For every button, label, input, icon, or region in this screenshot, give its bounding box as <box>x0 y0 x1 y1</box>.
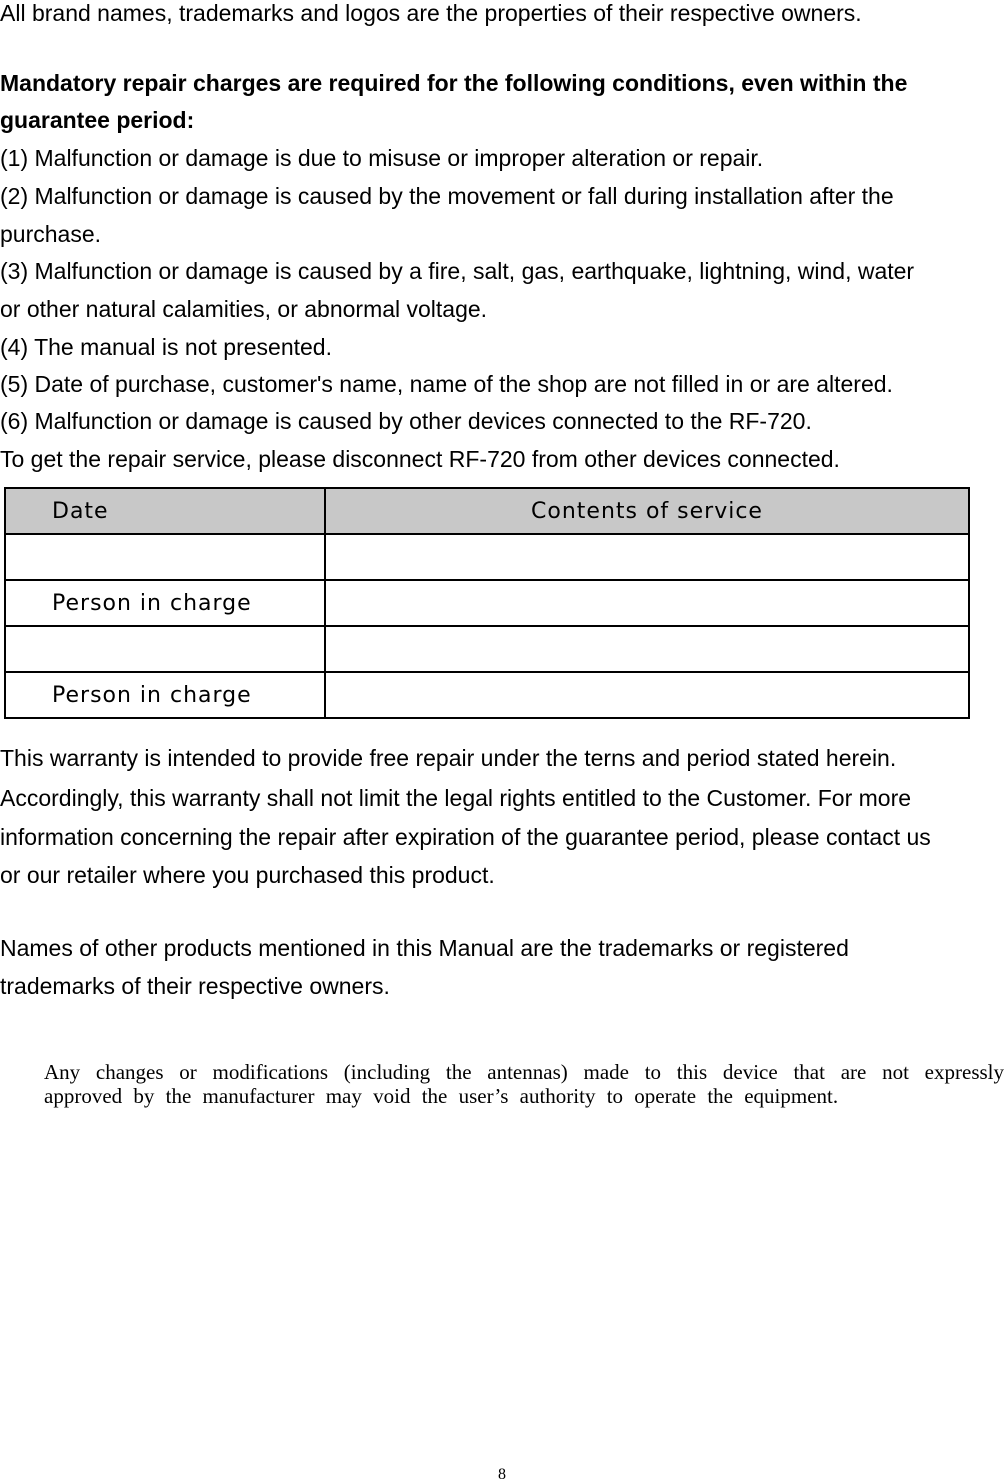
table-cell: Person in charge <box>5 672 325 718</box>
condition-2-line2: purchase. <box>0 221 102 247</box>
condition-2-line1: (2) Malfunction or damage is caused by the movement or fall during installation after the <box>0 183 894 209</box>
table-header-row <box>5 488 969 534</box>
warranty-line1: This warranty is intended to provide free repair under the terns and period stated herein. <box>0 745 897 771</box>
trademark-notice: All brand names, trademarks and logos are the properties of their respective owners. <box>0 0 862 26</box>
condition-6: (6) Malfunction or damage is caused by other devices connected to the RF-720. <box>0 408 812 434</box>
repair-heading-line1: Mandatory repair charges are required for the following conditions, even within the <box>0 70 908 96</box>
table-row <box>5 580 969 626</box>
repair-heading-line2: guarantee period: <box>0 107 195 133</box>
table-cell <box>5 534 325 580</box>
condition-4: (4) The manual is not presented. <box>0 334 332 360</box>
condition-1: (1) Malfunction or damage is due to misuse or improper alteration or repair. <box>0 145 764 171</box>
table-cell <box>325 672 969 718</box>
table-cell <box>325 626 969 672</box>
table-cell <box>5 626 325 672</box>
fcc-notice: Any changes or modifications (including the antennas) made to this device that are not expressly approved by the manufacturer may void the user’s authority to operate the equipment. <box>44 1060 1004 1108</box>
table-cell: Person in charge <box>5 580 325 626</box>
table-row <box>5 626 969 672</box>
table-cell <box>325 580 969 626</box>
table-row <box>5 534 969 580</box>
table-cell <box>325 534 969 580</box>
service-record-table <box>4 487 970 719</box>
repair-note: To get the repair service, please disconnect RF-720 from other devices connected. <box>0 446 840 472</box>
table-row <box>5 672 969 718</box>
condition-5: (5) Date of purchase, customer's name, name of the shop are not filled in or are altered. <box>0 371 893 397</box>
trademarks-line1: Names of other products mentioned in this Manual are the trademarks or registered <box>0 935 849 961</box>
condition-3-line2: or other natural calamities, or abnormal voltage. <box>0 296 488 322</box>
page-number: 8 <box>498 1466 506 1483</box>
warranty-line3: information concerning the repair after expiration of the guarantee period, please contact us <box>0 824 931 850</box>
warranty-line4: or our retailer where you purchased this product. <box>0 862 495 888</box>
trademarks-line2: trademarks of their respective owners. <box>0 973 390 999</box>
warranty-line2: Accordingly, this warranty shall not limit the legal rights entitled to the Customer. For more <box>0 785 912 811</box>
header-date: Date <box>5 488 325 534</box>
condition-3-line1: (3) Malfunction or damage is caused by a fire, salt, gas, earthquake, lightning, wind, water <box>0 258 915 284</box>
header-contents-of-service: Contents of service <box>325 488 969 534</box>
